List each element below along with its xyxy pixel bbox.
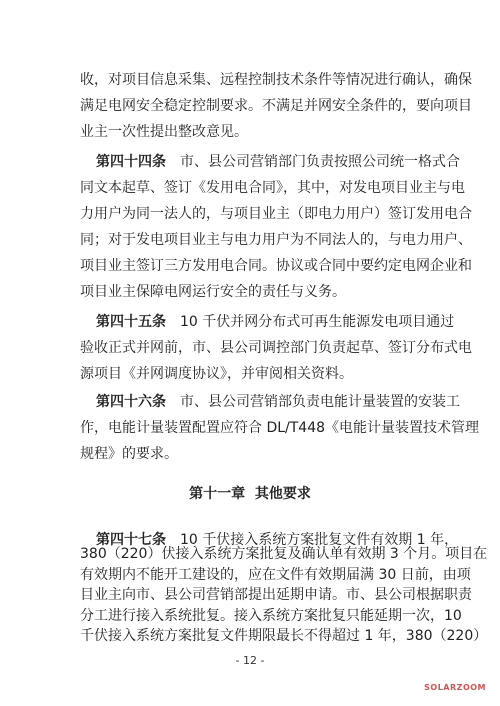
article-47-line: 千伏接入系统方案批复文件期限最长不得超过 1 年，380（220）: [80, 628, 488, 644]
article-44-first-line: [96, 152, 460, 172]
paragraph-line: 收，对项目信息采集、远程控制技术条件等情况进行确认，确保: [80, 72, 472, 88]
article-45-text: 10 千伏并网分布式可再生能源发电项目通过: [180, 314, 455, 330]
article-44-line: 同；对于发电项目业主与电力用户为不同法人的，与电力用户、: [80, 232, 472, 248]
article-44-line: 同文本起草、签订《发用电合同》，其中，对发电项目业主与电: [80, 180, 465, 196]
article-47-line: 分工进行接入系统批复。接入系统方案批复只能延期一次，10: [80, 607, 462, 624]
article-46-line: 规程》的要求。: [80, 446, 178, 462]
paragraph-line: 满足电网安全稳定控制要求。不满足并网安全条件的，要向项目: [80, 98, 472, 114]
watermark-logo: SOLARZOOM: [424, 683, 486, 692]
article-47-line: 有效期内不能开工建设的，应在文件有效期届满 30 日前，由项: [80, 566, 471, 583]
article-46-number: 第四十六条: [96, 394, 166, 410]
article-46-text: 市、县公司营销部负责电能计量装置的安装工: [180, 394, 460, 410]
paragraph-line: 业主一次性提出整改意见。: [80, 124, 248, 140]
article-44-number: 第四十四条: [96, 154, 166, 170]
article-44-line: 项目业主保障电网运行安全的责任与义务。: [80, 284, 346, 300]
article-45-line: 源项目《并网调度协议》，并审阅相关资料。: [80, 366, 353, 382]
article-44-text: 市、县公司营销部门负责按照公司统一格式合: [180, 154, 460, 170]
article-47-number: 第四十七条: [96, 532, 166, 548]
article-45-number: 第四十五条: [96, 314, 166, 330]
article-47-line: 目业主向市、县公司营销部提出延期申请。市、县公司根据职责: [80, 587, 472, 604]
chapter-title: 第十一章 其他要求: [189, 486, 311, 502]
page-number: - 12 -: [235, 654, 265, 667]
article-44-line: 项目业主签订三方发用电合同。协议或合同中要约定电网企业和: [80, 258, 472, 274]
article-46-line: 作，电能计量装置配置应符合 DL/T448《电能计量装置技术管理: [80, 420, 480, 436]
article-45-first-line: [96, 312, 455, 332]
article-46-first-line: [96, 392, 460, 412]
article-44-line: 力用户为同一法人的，与项目业主（即电力用户）签订发用电合: [80, 206, 472, 222]
article-47-line: 380（220）伏接入系统方案批复及确认单有效期 3 个月。项目在: [80, 546, 488, 563]
article-45-line: 验收正式并网前，市、县公司调控部门负责起草、签订分布式电: [80, 340, 472, 356]
article-47-text: 10 千伏接入系统方案批复文件有效期 1 年，: [180, 532, 459, 548]
